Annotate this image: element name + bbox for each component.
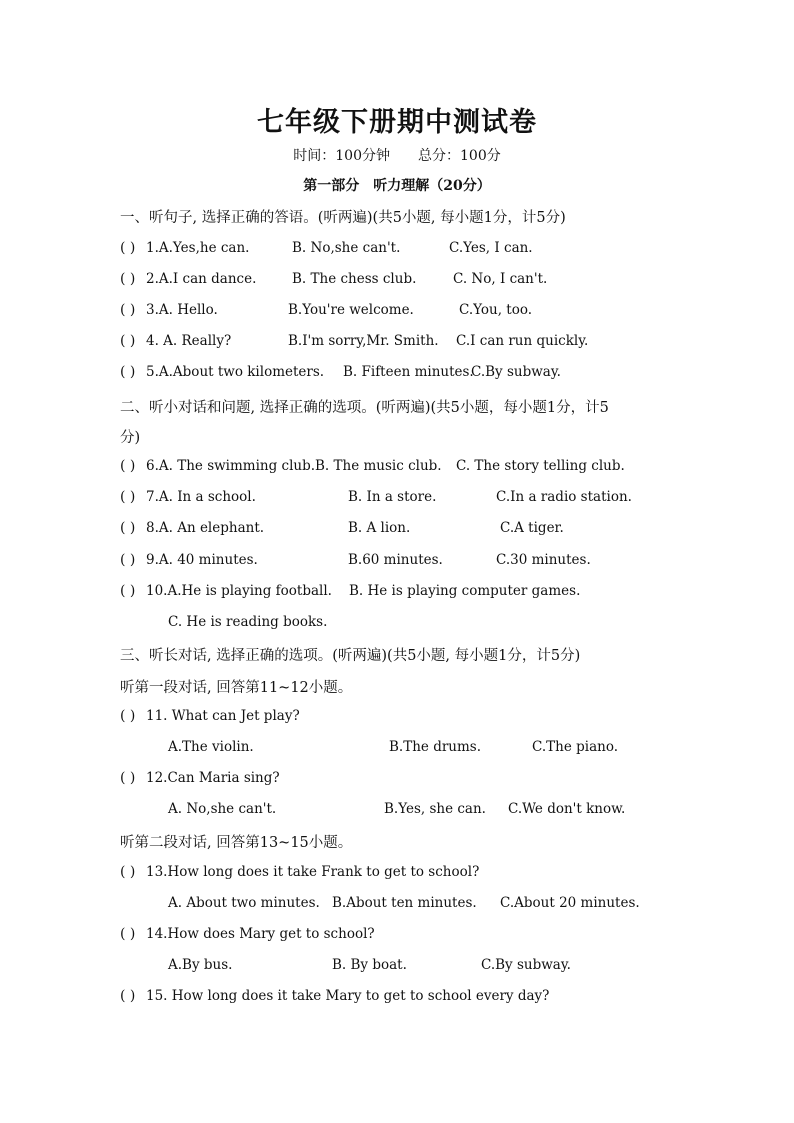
q3-option-a: 3.A. Hello. (146, 302, 218, 318)
q5-option-c: C.By subway. (471, 364, 561, 380)
q2-option-b: B. The chess club. (292, 271, 417, 287)
segment-2-heading: 听第二段对话, 回答第13~15小题。 (120, 835, 353, 851)
q7-option-b: B. In a store. (348, 489, 437, 505)
q5-option-a: 5.A.About two kilometers. (146, 364, 325, 380)
page-title: 七年级下册期中测试卷 (257, 107, 537, 138)
q11-option-b: B.The drums. (389, 739, 482, 755)
q5-option-b: B. Fifteen minutes. (343, 364, 474, 380)
answer-blank[interactable]: ( ) (120, 520, 136, 536)
q13-option-b: B.About ten minutes. (332, 895, 477, 911)
answer-blank[interactable]: ( ) (120, 302, 136, 318)
q10-option-b: B. He is playing computer games. (349, 583, 581, 599)
q13-option-a: A. About two minutes. (168, 895, 320, 911)
q6-option-b: B. The music club. (315, 458, 442, 474)
answer-blank[interactable]: ( ) (120, 489, 136, 505)
q8-option-b: B. A lion. (348, 520, 411, 536)
total-score: 总分：100分 (418, 148, 501, 164)
time-limit: 时间：100分钟 (293, 148, 390, 164)
answer-blank[interactable]: ( ) (120, 271, 136, 287)
q12-option-b: B.Yes, she can. (384, 801, 486, 817)
q6-option-a: 6.A. The swimming club. (146, 458, 316, 474)
q11-option-c: C.The piano. (532, 739, 619, 755)
q12-option-a: A. No,she can't. (168, 801, 277, 817)
answer-blank[interactable]: ( ) (120, 240, 136, 256)
q4-option-b: B.I'm sorry,Mr. Smith. (288, 333, 439, 349)
answer-blank[interactable]: ( ) (120, 988, 136, 1004)
q8-option-c: C.A tiger. (500, 520, 564, 536)
q1-option-c: C.Yes, I can. (449, 240, 533, 256)
answer-blank[interactable]: ( ) (120, 770, 136, 786)
answer-blank[interactable]: ( ) (120, 458, 136, 474)
answer-blank[interactable]: ( ) (120, 583, 136, 599)
answer-blank[interactable]: ( ) (120, 552, 136, 568)
section-3-heading: 三、听长对话, 选择正确的选项。(听两遍)(共5小题, 每小题1分，计5分) (120, 648, 581, 664)
answer-blank[interactable]: ( ) (120, 333, 136, 349)
answer-blank[interactable]: ( ) (120, 708, 136, 724)
q12-stem: 12.Can Maria sing? (146, 770, 280, 786)
q2-option-c: C. No, I can't. (453, 271, 548, 287)
q15-stem: 15. How long does it take Mary to get to school every day? (146, 988, 550, 1004)
q1-option-a: 1.A.Yes,he can. (146, 240, 250, 256)
section-2-heading: 二、听小对话和问题, 选择正确的选项。(听两遍)(共5小题，每小题1分，计5 (120, 400, 609, 416)
answer-blank[interactable]: ( ) (120, 364, 136, 380)
q9-option-a: 9.A. 40 minutes. (146, 552, 258, 568)
q3-option-b: B.You're welcome. (288, 302, 414, 318)
q10-option-c: C. He is reading books. (168, 614, 328, 630)
q4-option-a: 4. A. Really? (146, 333, 232, 349)
answer-blank[interactable]: ( ) (120, 864, 136, 880)
q7-option-c: C.In a radio station. (496, 489, 632, 505)
q14-option-b: B. By boat. (332, 957, 407, 973)
part-heading: 第一部分 听力理解（20分） (303, 178, 491, 194)
q1-option-b: B. No,she can't. (292, 240, 401, 256)
q14-option-c: C.By subway. (481, 957, 571, 973)
q13-stem: 13.How long does it take Frank to get to school? (146, 864, 480, 880)
segment-1-heading: 听第一段对话, 回答第11~12小题。 (120, 680, 353, 696)
section-1-heading: 一、听句子, 选择正确的答语。(听两遍)(共5小题, 每小题1分，计5分) (120, 210, 566, 226)
q13-option-c: C.About 20 minutes. (500, 895, 640, 911)
section-2-heading-cont: 分) (120, 430, 141, 446)
exam-meta (0, 145, 794, 165)
q10-option-a: 10.A.He is playing football. (146, 583, 332, 599)
q6-option-c: C. The story telling club. (456, 458, 625, 474)
q14-option-a: A.By bus. (168, 957, 233, 973)
q7-option-a: 7.A. In a school. (146, 489, 256, 505)
q2-option-a: 2.A.I can dance. (146, 271, 257, 287)
q11-option-a: A.The violin. (168, 739, 254, 755)
q12-option-c: C.We don't know. (508, 801, 626, 817)
q9-option-b: B.60 minutes. (348, 552, 443, 568)
q11-stem: 11. What can Jet play? (146, 708, 300, 724)
q14-stem: 14.How does Mary get to school? (146, 926, 375, 942)
q9-option-c: C.30 minutes. (496, 552, 591, 568)
q8-option-a: 8.A. An elephant. (146, 520, 265, 536)
answer-blank[interactable]: ( ) (120, 926, 136, 942)
q3-option-c: C.You, too. (459, 302, 533, 318)
q4-option-c: C.I can run quickly. (456, 333, 589, 349)
